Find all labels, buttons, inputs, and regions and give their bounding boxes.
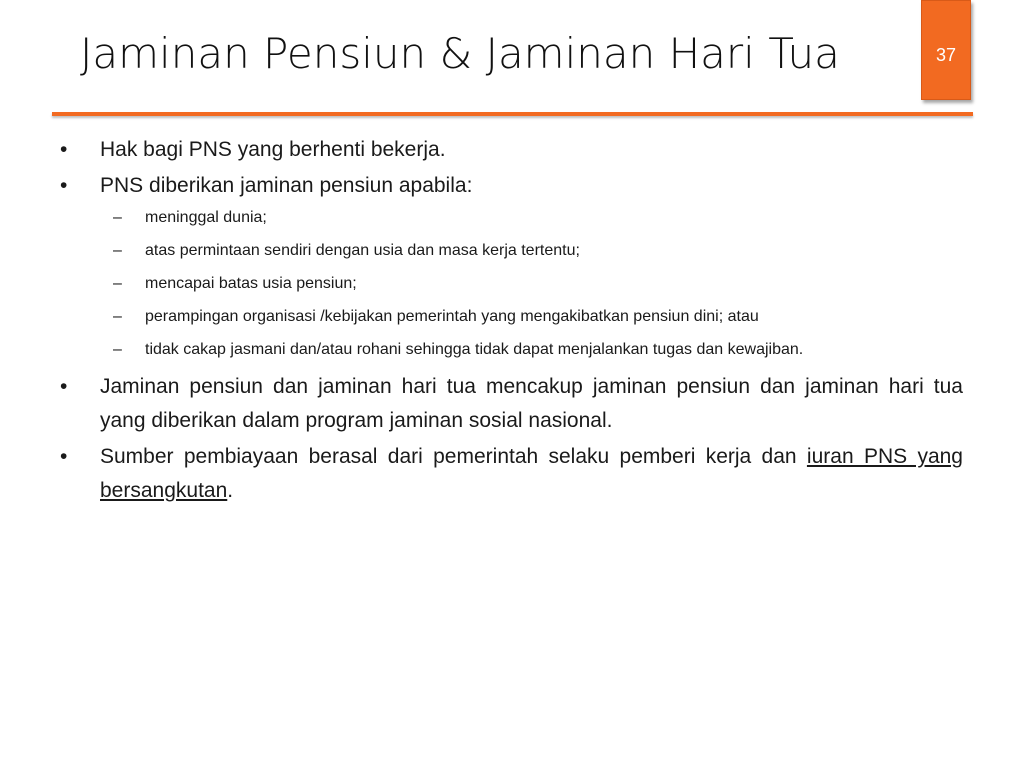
sub-item — [60, 238, 963, 264]
bullet-item — [60, 370, 963, 438]
bullet-text-tail: . — [227, 479, 234, 502]
bullet-text-lead: Sumber pembiayaan berasal dari pemerintah selaku pemberi kerja dan — [100, 445, 807, 468]
bullet-icon: • — [60, 445, 68, 468]
page-number-tab — [921, 0, 971, 100]
sub-item-text: mencapai batas usia pensiun; — [145, 275, 357, 292]
slide-title: Jaminan Pensiun & Jaminan Hari Tua — [80, 29, 840, 78]
title-divider — [52, 112, 973, 116]
slide-content — [60, 133, 963, 510]
dash-icon: – — [113, 308, 122, 325]
sub-item — [60, 304, 963, 330]
bullet-text: Jaminan pensiun dan jaminan hari tua mencakup jaminan pensiun dan jaminan hari tua yang diberikan dalam program jaminan sosial nasional. — [100, 375, 963, 432]
dash-icon: – — [113, 275, 122, 292]
sub-item — [60, 205, 963, 231]
dash-icon: – — [113, 209, 122, 226]
bullet-text: Hak bagi PNS yang berhenti bekerja. — [100, 138, 446, 161]
sub-item-text: atas permintaan sendiri dengan usia dan masa kerja tertentu; — [145, 242, 580, 259]
dash-icon: – — [113, 341, 122, 358]
bullet-item — [60, 133, 963, 167]
bullet-item — [60, 440, 963, 508]
underlined-phrase: iuran PNS yang bersangkutan — [100, 445, 963, 502]
sub-item — [60, 337, 963, 363]
bullet-icon: • — [60, 375, 68, 398]
page-number: 37 — [935, 45, 957, 65]
bullet-text: PNS diberikan jaminan pensiun apabila: — [100, 174, 473, 197]
bullet-icon: • — [60, 138, 68, 161]
dash-icon: – — [113, 242, 122, 259]
sub-list — [60, 205, 963, 363]
sub-item-text: perampingan organisasi /kebijakan pemerintah yang mengakibatkan pensiun dini; atau — [145, 308, 759, 325]
sub-item-text: meninggal dunia; — [145, 209, 267, 226]
bullet-icon: • — [60, 174, 68, 197]
sub-item — [60, 271, 963, 297]
bullet-item — [60, 169, 963, 203]
sub-item-text: tidak cakap jasmani dan/atau rohani sehingga tidak dapat menjalankan tugas dan kewajiban. — [145, 341, 804, 358]
